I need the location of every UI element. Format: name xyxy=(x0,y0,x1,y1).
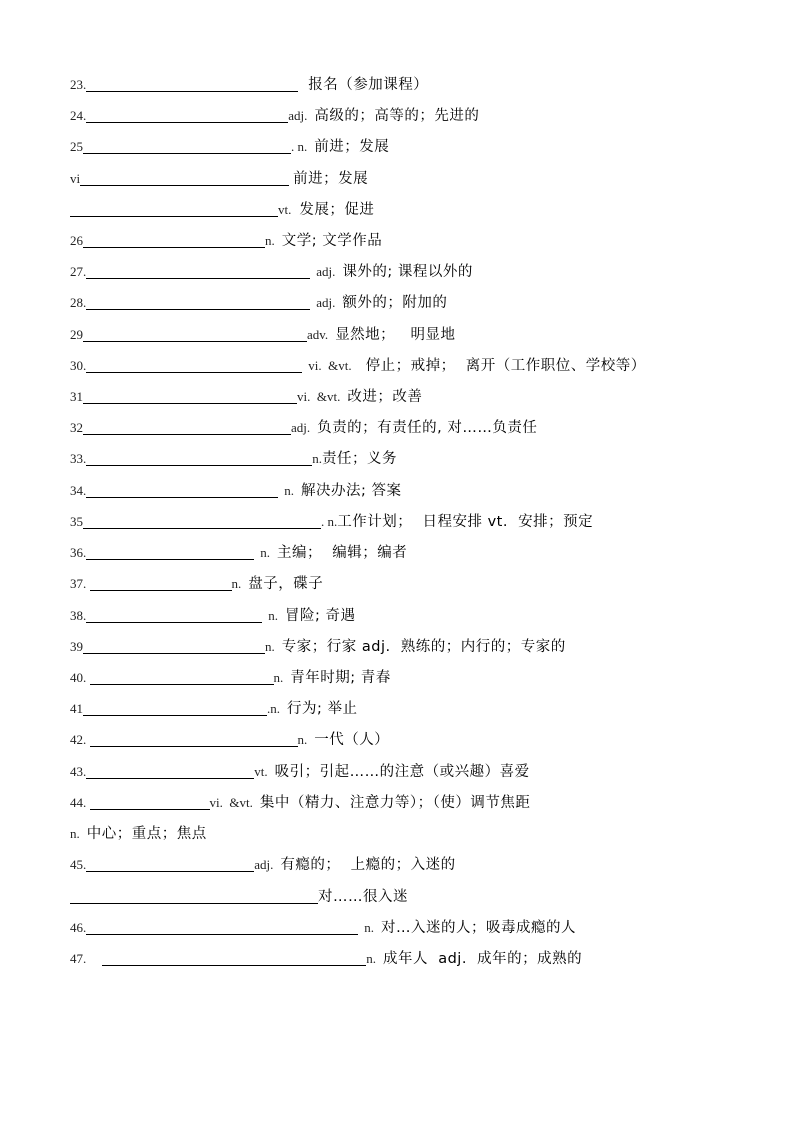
list-item xyxy=(70,636,566,658)
list-item xyxy=(70,792,530,814)
item-number: 34. xyxy=(70,483,87,498)
answer-blank[interactable] xyxy=(83,638,265,654)
list-item xyxy=(70,667,391,689)
item-definition: 有瘾的； 上瘾的；入迷的 xyxy=(280,857,456,873)
item-definition: 工作计划； 日程安排 vt. 安排；预定 xyxy=(337,514,594,530)
item-pos: n. xyxy=(268,608,278,623)
item-definition: 专家；行家 adj. 熟练的；内行的；专家的 xyxy=(281,639,566,655)
list-item xyxy=(70,168,368,190)
item-definition: 前进；发展 xyxy=(314,139,390,155)
answer-blank[interactable] xyxy=(86,763,254,779)
list-item xyxy=(70,854,456,876)
item-pos: .n. xyxy=(267,701,280,716)
item-pos: n. xyxy=(231,576,242,591)
list-item xyxy=(70,136,389,158)
list-item xyxy=(70,917,576,939)
item-pos: . n. xyxy=(321,514,338,529)
item-pos: adj. xyxy=(288,108,308,123)
item-number: 38. xyxy=(70,608,87,623)
item-pos: n. xyxy=(265,639,275,654)
answer-blank[interactable] xyxy=(83,419,291,435)
answer-blank[interactable] xyxy=(83,388,297,404)
item-pos: adv. xyxy=(307,327,329,342)
item-definition: 前进；发展 xyxy=(293,171,369,187)
item-definition: 高级的；高等的；先进的 xyxy=(314,108,480,124)
item-pos: adj. xyxy=(316,295,336,310)
item-pos: n. xyxy=(297,732,308,747)
item-number: 45. xyxy=(70,857,87,872)
item-pos: vi. &vt. xyxy=(209,795,253,810)
item-definition: 额外的；附加的 xyxy=(342,295,448,311)
answer-blank[interactable] xyxy=(90,794,210,810)
item-pos: n. xyxy=(284,483,294,498)
item-pos: vi. &vt. xyxy=(308,358,352,373)
item-definition: 盘子，碟子 xyxy=(248,576,324,592)
item-definition: 对…入迷的人；吸毒成瘾的人 xyxy=(381,920,576,936)
item-number: 26 xyxy=(70,233,83,248)
item-pos: n. xyxy=(312,451,322,466)
list-item xyxy=(70,199,374,221)
answer-blank[interactable] xyxy=(86,76,298,92)
list-item xyxy=(70,105,479,127)
item-pos: n. xyxy=(273,670,284,685)
item-definition: 青年时期; 青春 xyxy=(290,670,391,686)
answer-blank[interactable] xyxy=(90,575,232,591)
item-definition: 报名（参加课程） xyxy=(308,77,429,93)
answer-blank[interactable] xyxy=(86,263,310,279)
item-definition: 集中（精力、注意力等）；（使）调节焦距 xyxy=(259,795,531,811)
item-number: 43. xyxy=(70,764,87,779)
list-item xyxy=(70,74,428,96)
answer-blank[interactable] xyxy=(83,138,291,154)
item-definition: 停止；戒掉； 离开（工作职位、学校等） xyxy=(365,358,646,374)
answer-blank[interactable] xyxy=(86,856,254,872)
answer-blank[interactable] xyxy=(90,669,274,685)
item-pos: vt. xyxy=(254,764,268,779)
item-number: 24. xyxy=(70,108,87,123)
item-number: 28. xyxy=(70,295,87,310)
answer-blank[interactable] xyxy=(83,232,265,248)
list-item xyxy=(70,480,402,502)
item-pos: vt. xyxy=(278,202,292,217)
list-item xyxy=(70,698,358,720)
item-definition: 成年人 adj. 成年的；成熟的 xyxy=(383,951,583,967)
list-item xyxy=(70,823,207,845)
answer-blank[interactable] xyxy=(86,607,262,623)
item-number: 25 xyxy=(70,139,83,154)
item-number: 40. xyxy=(70,670,90,685)
item-definition: 责任；义务 xyxy=(322,451,397,467)
list-item xyxy=(70,948,582,970)
answer-blank[interactable] xyxy=(86,450,312,466)
item-definition: 文学; 文学作品 xyxy=(281,233,383,249)
item-pos: n. xyxy=(366,951,376,966)
item-definition: 主编； 编辑；编者 xyxy=(277,545,408,561)
item-number: 23. xyxy=(70,77,87,92)
item-number: 42. xyxy=(70,732,90,747)
item-pos: adj. xyxy=(254,857,274,872)
item-number: vi xyxy=(70,171,81,186)
answer-blank[interactable] xyxy=(83,513,321,529)
list-item xyxy=(70,355,646,377)
item-definition: 吸引；引起……的注意（或兴趣）喜爱 xyxy=(274,764,530,780)
item-number: 32 xyxy=(70,420,83,435)
item-pos: n. xyxy=(260,545,270,560)
answer-blank[interactable] xyxy=(102,950,366,966)
item-number: 29 xyxy=(70,327,83,342)
item-number: 37. xyxy=(70,576,90,591)
item-pos: . n. xyxy=(291,139,308,154)
item-pos: n. xyxy=(70,826,80,841)
item-definition: 负责的；有责任的, 对……负责任 xyxy=(317,420,538,436)
answer-blank[interactable] xyxy=(86,357,302,373)
item-number: 27. xyxy=(70,264,87,279)
item-number: 31 xyxy=(70,389,83,404)
item-definition: 改进；改善 xyxy=(347,389,423,405)
item-number: 47. xyxy=(70,951,87,966)
list-item xyxy=(70,542,407,564)
item-definition: 课外的; 课程以外的 xyxy=(342,264,473,280)
item-pos: vi. &vt. xyxy=(297,389,341,404)
item-number: 39 xyxy=(70,639,83,654)
item-definition: 显然地； 明显地 xyxy=(335,327,456,343)
item-number: 33. xyxy=(70,451,87,466)
answer-blank[interactable] xyxy=(90,731,298,747)
list-item xyxy=(70,261,473,283)
list-item xyxy=(70,511,593,533)
item-definition: 解决办法; 答案 xyxy=(301,483,402,499)
item-number: 30. xyxy=(70,358,87,373)
answer-blank[interactable] xyxy=(70,888,318,904)
item-definition: 冒险; 奇遇 xyxy=(285,608,356,624)
list-item xyxy=(70,448,397,470)
answer-blank[interactable] xyxy=(86,544,254,560)
item-pos: n. xyxy=(364,920,374,935)
answer-blank[interactable] xyxy=(86,482,278,498)
list-item xyxy=(70,292,447,314)
answer-blank[interactable] xyxy=(83,326,307,342)
answer-blank[interactable] xyxy=(83,700,267,716)
answer-blank[interactable] xyxy=(86,294,310,310)
list-item xyxy=(70,886,408,908)
list-item xyxy=(70,573,323,595)
answer-blank[interactable] xyxy=(80,170,289,186)
item-pos: adj. xyxy=(291,420,311,435)
item-definition: 发展；促进 xyxy=(299,202,375,218)
item-number: 44. xyxy=(70,795,90,810)
list-item xyxy=(70,761,530,783)
list-item xyxy=(70,729,389,751)
list-item xyxy=(70,386,422,408)
list-item xyxy=(70,417,537,439)
item-pos: n. xyxy=(265,233,275,248)
list-item xyxy=(70,324,456,346)
item-definition: 中心；重点；焦点 xyxy=(86,826,207,842)
answer-blank[interactable] xyxy=(70,201,278,217)
item-number: 46. xyxy=(70,920,87,935)
list-item xyxy=(70,605,356,627)
item-pos: adj. xyxy=(316,264,336,279)
item-number: 36. xyxy=(70,545,87,560)
item-number: 35 xyxy=(70,514,83,529)
answer-blank[interactable] xyxy=(86,919,358,935)
item-definition: 一代（人） xyxy=(314,732,390,748)
item-definition: 行为; 举止 xyxy=(287,701,358,717)
list-item xyxy=(70,230,382,252)
item-definition: 对……很入迷 xyxy=(318,889,408,905)
item-number: 41 xyxy=(70,701,83,716)
answer-blank[interactable] xyxy=(86,107,288,123)
